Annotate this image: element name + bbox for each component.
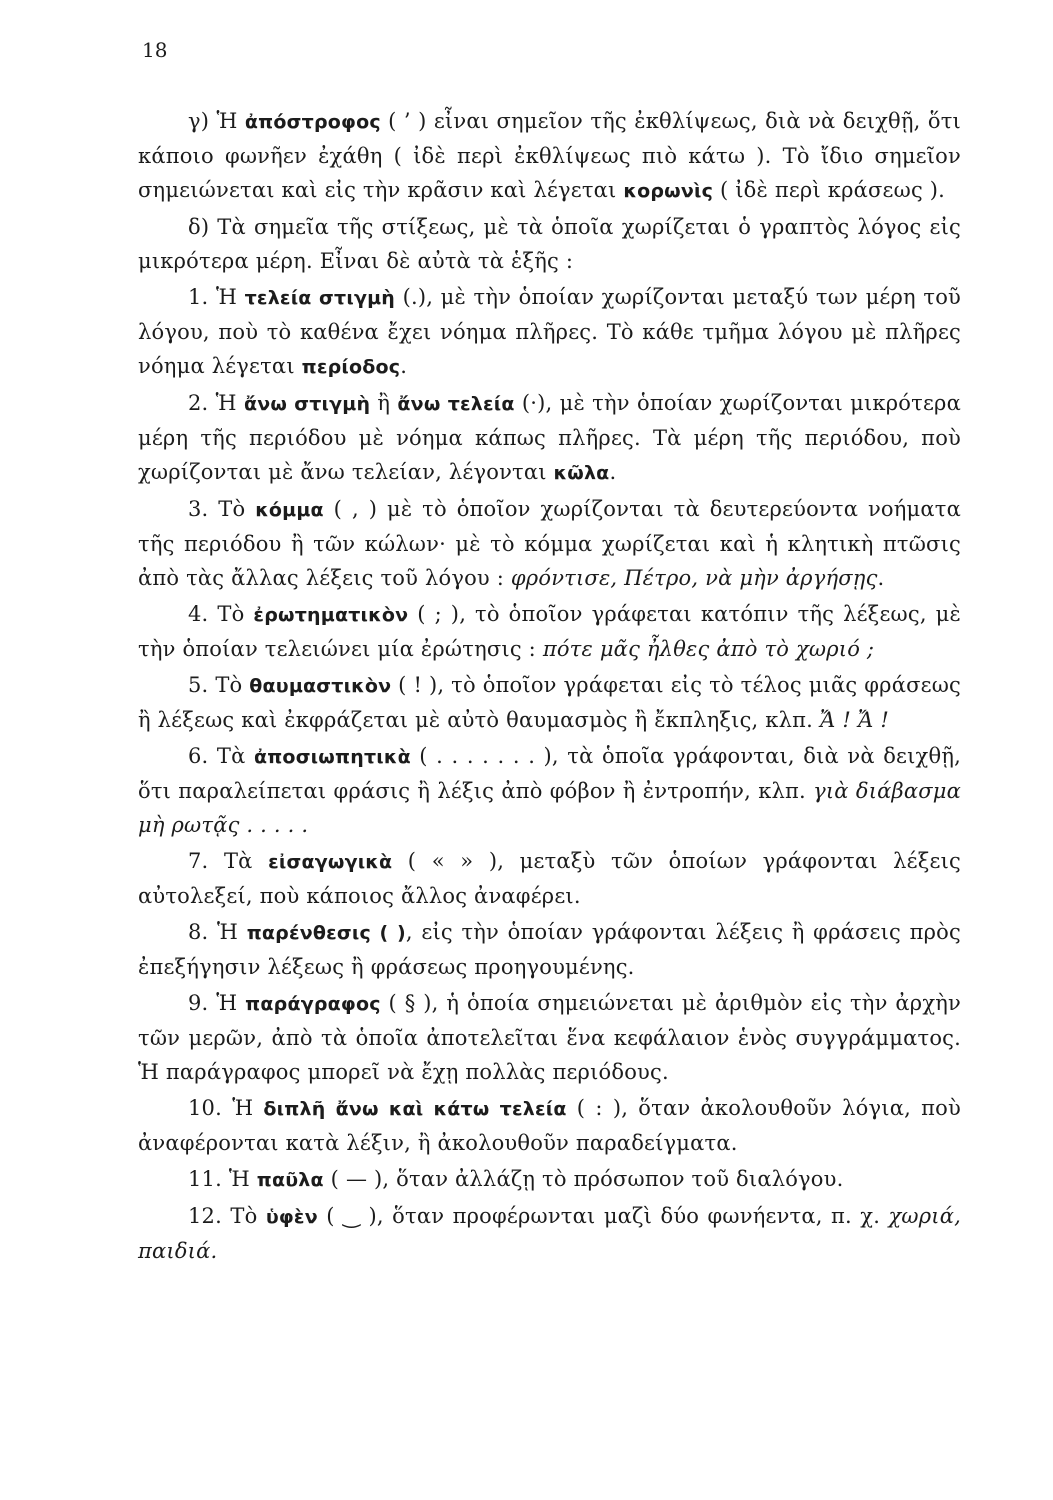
item-dash: 11. Ἡ παῦλα ( — ), ὅταν ἀλλάζῃ τὸ πρόσωπον τοῦ διαλόγου.	[188, 1167, 844, 1191]
item-upper-stop: 2. Ἡ ἄνω στιγμὴ ἢ ἄνω τελεία (·), μὲ τὴν ὁποίαν χωρίζονται μικρότερα μέρη τῆς περιόδου μὲ νόημα κάπως πλῆρες. Τὰ μέρη τῆς περιόδου, ποὺ χωρίζονται μὲ ἄνω τελείαν, λέγονται κῶλα.	[138, 391, 961, 484]
paragraph-apostrophe: γ) Ἡ ἀπόστροφος ( ’ ) εἶναι σημεῖον τῆς ἐκθλίψεως, διὰ νὰ δειχθῇ, ὅτι κάποιο φωνῆεν ἐχάθη ( ἰδὲ περὶ ἐκθλίψεως πιὸ κάτω ). Τὸ ἴδιο σημεῖον σημειώνεται καὶ εἰς τὴν κρᾶσιν καὶ λέγεται κορωνὶς ( ἰδὲ περὶ κράσεως ).	[138, 109, 961, 202]
item-quotation-marks: 7. Τὰ εἰσαγωγικὰ ( « » ), μεταξὺ τῶν ὁποίων γράφονται λέξεις αὐτολεξεί, ποὺ κάποιος ἄλλος ἀναφέρει.	[138, 849, 961, 908]
paragraph-punctuation-intro: δ) Τὰ σημεῖα τῆς στίξεως, μὲ τὰ ὁποῖα χωρίζεται ὁ γραπτὸς λόγος εἰς μικρότερα μέρη. Εἶναι δὲ αὐτὰ τὰ ἑξῆς :	[138, 215, 961, 273]
page-number: 18	[142, 38, 168, 62]
item-ellipsis: 6. Τὰ ἀποσιωπητικὰ ( . . . . . . . ), τὰ ὁποῖα γράφονται, διὰ νὰ δειχθῇ, ὅτι παραλείπεται φράσις ἢ λέξις ἀπὸ φόβον ἢ ἐντροπήν, κλπ. γιὰ διάβασμα μὴ ρωτᾷς . . . . .	[138, 744, 961, 837]
item-hyphen-tie: 12. Τὸ ὑφὲν ( ‿ ), ὅταν προφέρωνται μαζὶ δύο φωνήεντα, π. χ. χωριά, παιδιά.	[138, 1204, 961, 1263]
item-exclamation-mark: 5. Τὸ θαυμαστικὸν ( ! ), τὸ ὁποῖον γράφεται εἰς τὸ τέλος μιᾶς φράσεως ἢ λέξεως καὶ ἐκφράζεται μὲ αὐτὸ θαυμασμὸς ἢ ἔκπληξις, κλπ. Ἄ ! Ἄ !	[138, 673, 961, 732]
item-full-stop: 1. Ἡ τελεία στιγμὴ (.), μὲ τὴν ὁποίαν χωρίζονται μεταξύ των μέρη τοῦ λόγου, ποὺ τὸ καθένα ἔχει νόημα πλῆρες. Τὸ κάθε τμῆμα λόγου μὲ πλῆρες νόημα λέγεται περίοδος.	[138, 285, 962, 378]
item-comma: 3. Τὸ κόμμα ( , ) μὲ τὸ ὁποῖον χωρίζονται τὰ δευτερεύοντα νοήματα τῆς περιόδου ἢ τῶν κώλων· μὲ τὸ κόμμα χωρίζεται καὶ ἡ κλητικὴ πτῶσις ἀπὸ τὰς ἄλλας λέξεις τοῦ λόγου : φρόντισε, Πέτρο, νὰ μὴν ἀργήσῃς.	[138, 497, 961, 590]
item-question-mark: 4. Τὸ ἐρωτηματικὸν ( ; ), τὸ ὁποῖον γράφεται κατόπιν τῆς λέξεως, μὲ τὴν ὁποίαν τελειώνει μία ἐρώτησις : πότε μᾶς ἦλθες ἀπὸ τὸ χωριό ;	[138, 602, 961, 661]
item-parenthesis: 8. Ἡ παρένθεσις ( ), εἰς τὴν ὁποίαν γράφονται λέξεις ἢ φράσεις πρὸς ἐπεξήγησιν λέξεως ἢ φράσεως προηγουμένης.	[138, 920, 961, 979]
item-colon: 10. Ἡ διπλῆ ἄνω καὶ κάτω τελεία ( : ), ὅταν ἀκολουθοῦν λόγια, ποὺ ἀναφέρονται κατὰ λέξιν, ἢ ἀκολουθοῦν παραδείγματα.	[138, 1096, 961, 1155]
item-paragraph-sign: 9. Ἡ παράγραφος ( § ), ἡ ὁποία σημειώνεται μὲ ἀριθμὸν εἰς τὴν ἀρχὴν τῶν μερῶν, ἀπὸ τὰ ὁποῖα ἀποτελεῖται ἕνα κεφάλαιον ἑνὸς συγγράμματος. Ἡ παράγραφος μπορεῖ νὰ ἔχῃ πολλὰς περιόδους.	[138, 991, 961, 1084]
